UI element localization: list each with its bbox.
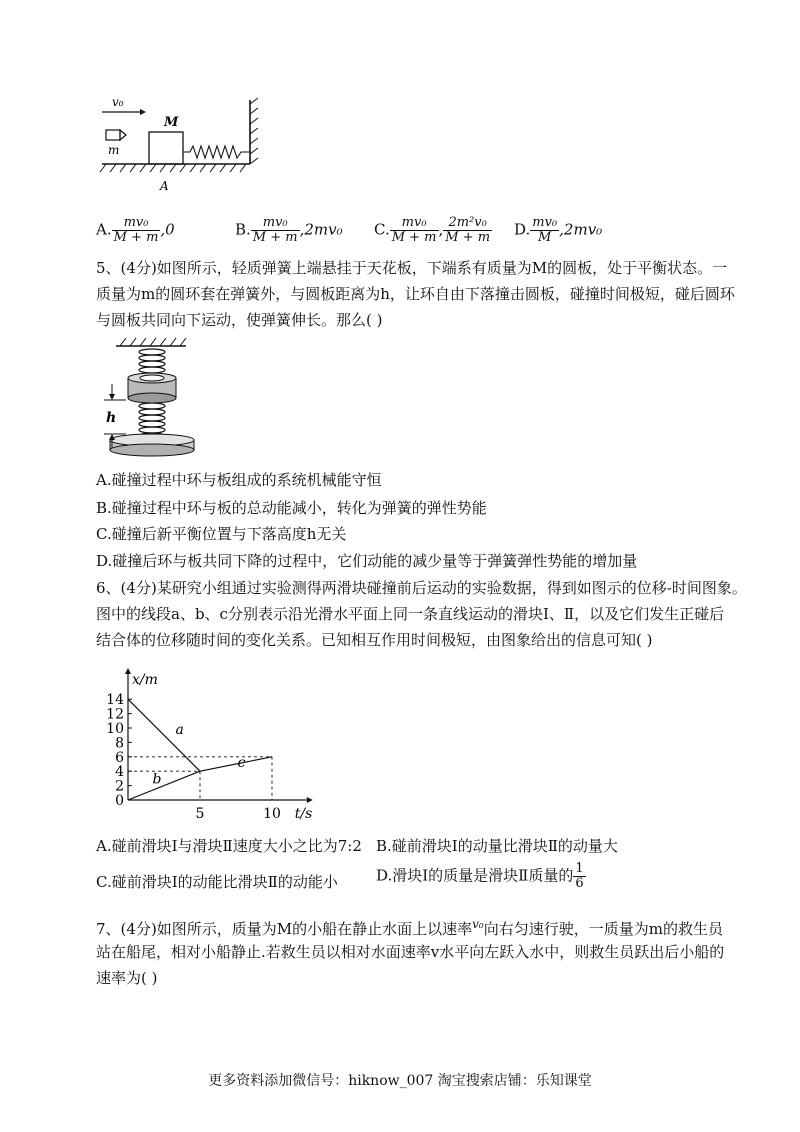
q6-option-b: B.碰前滑块Ⅰ的动量比滑块Ⅱ的动量大 <box>376 837 618 855</box>
plate <box>110 434 194 456</box>
q5-text-line3: 与圆板共同向下运动，使弹簧伸长。那么( ) <box>96 311 383 329</box>
q6-option-d: D.滑块Ⅰ的质量是滑块Ⅱ质量的 $\frac{1}{6}$ <box>376 861 584 891</box>
M-label: M <box>164 115 179 130</box>
spring-block-figure <box>98 92 268 202</box>
v0-label: v₀ <box>112 95 124 109</box>
y-axis-label: x/m <box>132 672 158 688</box>
q5-text-line1: 5、(4分)如图所示，轻质弹簧上端悬挂于天花板，下端系有质量为M的圆板，处于平衡状态。一 <box>96 259 728 277</box>
x-tick-label: 5 <box>195 806 205 822</box>
block-M <box>149 132 183 164</box>
x-axis-label: t/s <box>294 806 313 822</box>
series-a-label: a <box>175 721 184 738</box>
q5-text-line2: 质量为m的圆环套在弹簧外，与圆板距离为h，让环自由下落撞击圆板，碰撞时间极短，碰后圆环 <box>96 285 735 303</box>
q4-option-a: A. $\frac{\text{mv₀}}{M + m}$ ,0 <box>96 215 175 245</box>
q5-option-d: D.碰撞后环与板共同下降的过程中，它们动能的减少量等于弹簧弹性势能的增加量 <box>96 552 638 570</box>
y-axis-arrow <box>125 668 131 674</box>
q6-text-line3: 结合体的位移随时间的变化关系。已知相互作用时间极短，由图象给出的信息可知( ) <box>96 631 653 649</box>
q4-option-b: B. $\frac{\text{mv₀}}{M + m}$ ,2mv₀ <box>235 215 343 245</box>
q7-text-line1: 7、(4分)如图所示，质量为M的小船在静止水面上以速率$^{v_0}$向右匀速行驶，一质量为m的救生员 <box>96 917 723 938</box>
y-tick-label: 6 <box>115 749 124 766</box>
spring <box>183 146 250 158</box>
y-tick-label: 4 <box>115 764 124 781</box>
q6-option-a: A.碰前滑块Ⅰ与滑块Ⅱ速度大小之比为7:2 <box>96 837 362 855</box>
q6-text-line1: 6、(4分)某研究小组通过实验测得两滑块碰撞前后运动的实验数据，得到如图示的位移-时间图象。 <box>96 579 747 597</box>
h-label: h <box>106 410 117 426</box>
q5-option-b: B.碰撞过程中环与板的总动能减小，转化为弹簧的弹性势能 <box>96 499 487 517</box>
series-c-label: c <box>237 754 246 771</box>
series-c-line <box>200 754 272 771</box>
q5-option-a: A.碰撞过程中环与板组成的系统机械能守恒 <box>96 471 382 489</box>
x-tick-label: 10 <box>263 806 281 822</box>
footer-note: 更多资料添加微信号：hiknow_007 淘宝搜索店铺：乐知课堂 <box>208 1073 592 1089</box>
A-label: A <box>160 179 169 193</box>
ring <box>128 373 176 403</box>
q6-text-line2: 图中的线段a、b、c分别表示沿光滑水平面上同一条直线运动的滑块Ⅰ、Ⅱ，以及它们发生正碰后 <box>96 605 725 623</box>
q7-text-line3: 速率为( ) <box>96 969 158 987</box>
m-label: m <box>108 143 120 157</box>
small-block-m <box>106 130 120 140</box>
x-axis-arrow <box>307 797 313 803</box>
y-tick-label: 0 <box>115 793 124 809</box>
xt-graph <box>100 664 350 826</box>
q7-text-line2: 站在船尾，相对小船静止.若救生员以相对水面速率v水平向左跃入水中，则救生员跃出后小船的 <box>96 943 725 961</box>
q6-option-c: C.碰前滑块Ⅰ的动能比滑块Ⅱ的动能小 <box>96 873 338 891</box>
q4-option-d: D. $\frac{\text{mv₀}}{M}$ ,2mv₀ <box>514 215 603 245</box>
series-b-label: b <box>152 771 162 788</box>
y-tick-label: 10 <box>106 721 124 737</box>
series-b-line <box>128 771 200 800</box>
y-tick-label: 14 <box>106 692 124 709</box>
series-a-line <box>128 699 200 771</box>
q5-option-c: C.碰撞后新平衡位置与下落高度h无关 <box>96 525 347 543</box>
y-tick-label: 8 <box>115 735 124 752</box>
q4-option-c: C. $\frac{\text{mv₀}}{M + m}$ , $\frac{\text{2m²v₀}}{M + m}$ <box>374 215 491 245</box>
spring-ring-plate-figure <box>100 336 210 458</box>
y-tick-label: 2 <box>115 778 124 795</box>
y-tick-label: 12 <box>106 706 124 723</box>
